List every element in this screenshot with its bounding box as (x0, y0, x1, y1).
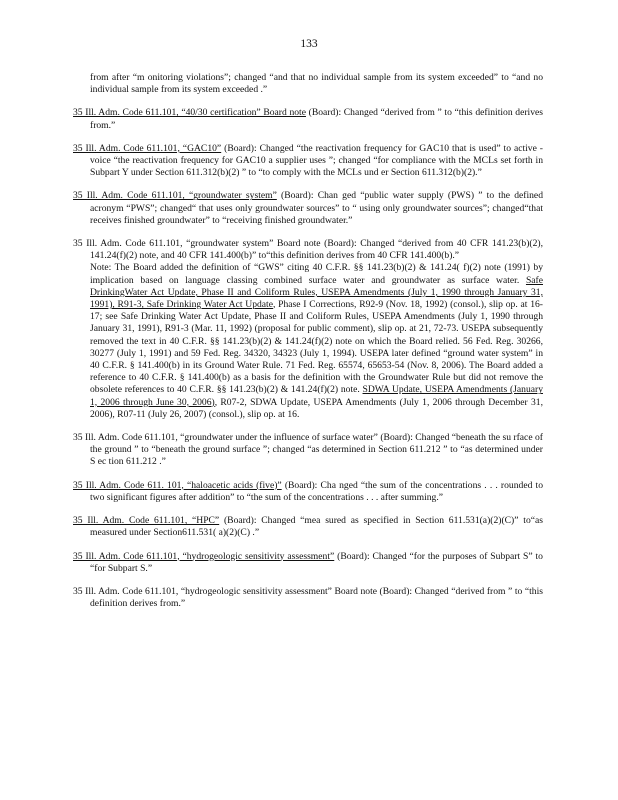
continuation-paragraph (90, 72, 543, 96)
note-citation: Safe DrinkingWater Act Update, Phase II and Coliform Rules, USEPA Amendments (July 1, 1990 through January 31, 1991), R91-3, Safe Drinking Water Act Update (90, 274, 543, 311)
page-number: 133 (300, 38, 318, 50)
list-item (73, 107, 543, 131)
entry-text: (Board): Changed “the reactivation frequency for GAC10 that is used” to active -voice “the reactivation frequency for GAC10 a supplier uses ”; changed “for compliance with the MCLs set forth in Subpart Y under Section 611.312(b)(2) ” to “to comply with the MCLs und er Section 611.312(b)(2).” (90, 142, 544, 179)
citation: 35 Ill. Adm. Code 611.101, “groundwater system” (73, 190, 277, 202)
entry-text: 35 Ill. Adm. Code 611.101, “hydrogeologic sensitivity assessment” Board note (Board): Changed “derived from ” to “this definition derives from.” (73, 585, 543, 610)
entry-text: (Board): Changed “for the purposes of Subpart S” to “for Subpart S.” (90, 550, 543, 574)
list-item (73, 432, 543, 469)
citation: 35 Ill. Adm. Code 611.101, “hydrogeologic sensitivity assessment” (73, 550, 335, 562)
entry-text: (Board): Changed “mea sured as specified in Section 611.531(a)(2)(C)” to“as measured under Section611.531( a)(2)(C) .” (90, 515, 543, 539)
citation: 35 Ill. Adm. Code 611.101, “GAC10” (73, 142, 222, 154)
note-text: Note: The Board added the definition of “GWS” citing 40 C.F.R. §§ 141.23(b)(2) & 141.24( f)(2) note (1991) by implication based on language classing combined surface water and groundwater as surface water. (90, 262, 543, 286)
list-item (73, 238, 543, 421)
entry-text: 35 Ill. Adm. Code 611.101, “groundwater system” Board note (Board): Changed “derived from 40 CFR 141.23(b)(2), 141.24(f)(2) note, and 40 CFR 141.400(b)” to“this definition derives from 40 CFR 141.400(b).” (73, 238, 543, 262)
entry-text: from after “m onitoring violations”; changed “and that no individual sample from its system exceeded” to “and no individual sample from its system exceeded .” (90, 72, 543, 96)
citation: 35 Ill. Adm. Code 611.101, “HPC” (73, 515, 220, 527)
citation: 35 Ill. Adm. Code 611. 101, “haloacetic acids (five)” (73, 479, 282, 491)
list-item (73, 190, 543, 227)
note-text: , R07-2, SDWA Update, USEPA Amendments (July 1, 2006 through December 31, 2006), R07-11 (July 26, 2007) (consol.), slip op. at 16. (90, 396, 543, 420)
list-item (73, 480, 543, 504)
entry-text: (Board): Cha nged “the sum of the concentrations . . . rounded to two significant figures after addition” to “the sum of the concentrations . . . after summing.” (90, 479, 543, 503)
note-citation: SDWA Update, USEPA Amendments (January 1, 2006 through June 30, 2006) (90, 384, 543, 408)
list-item (73, 586, 543, 610)
list-item (73, 515, 543, 539)
document-body (73, 72, 543, 621)
entry-text: (Board): Chan ged “public water supply (PWS) ” to the defined acronym “PWS”; changed“ that uses only groundwater sources” to “ using only groundwater sources”; changed“that receives finished groundwater” to “receiving finished groundwater.” (90, 190, 543, 226)
list-item (73, 551, 543, 575)
citation: 35 Ill. Adm. Code 611.101, “40/30 certification” Board note (73, 107, 306, 119)
note-text: , Phase I Corrections, R92-9 (Nov. 18, 1992) (consol.), slip op. at 16-17; see Safe Drinking Water Act Update, Phase II and Coliform Rules, USEPA Amendments (July 1, 1990 through January 31, 1991), R91-3 (Mar. 11, 1992) (proposal for public comment), slip op. at 21, 72-73. USEPA subsequently removed the text in 40 C.F.R. §§ 141.23(b)(2) & 141.24(f)(2) note on which the Board relied. 56 Fed. Reg. 30266, 30277 (July 1, 1991) and 59 Fed. Reg. 34320, 34323 (July 1, 1994). USEPA later defined “ground water system” in 40 C.F.R. § 141.400(b) in its Ground Water Rule. 71 Fed. Reg. 65574, 65653-54 (Nov. 8, 2006). The Board added a reference to 40 C.F.R. § 141.400(b) as a basis for the definition with the Groundwater Rule but did not remove the obsolete references to 40 C.F.R. §§ 141.23(b)(2) & 141.24(f)(2) note. (90, 299, 543, 396)
board-note (73, 262, 543, 421)
entry-text: 35 Ill. Adm. Code 611.101, “groundwater under the influence of surface water” (Board): Changed “beneath the su rface of the ground ” to “beneath the ground surface ”; changed “as determined in Section 611.212 ” to “as determined under S ec tion 611.212 .” (73, 432, 543, 468)
list-item (73, 143, 543, 180)
entry-text: (Board): Changed “derived from ” to “this definition derives from.” (90, 107, 543, 131)
